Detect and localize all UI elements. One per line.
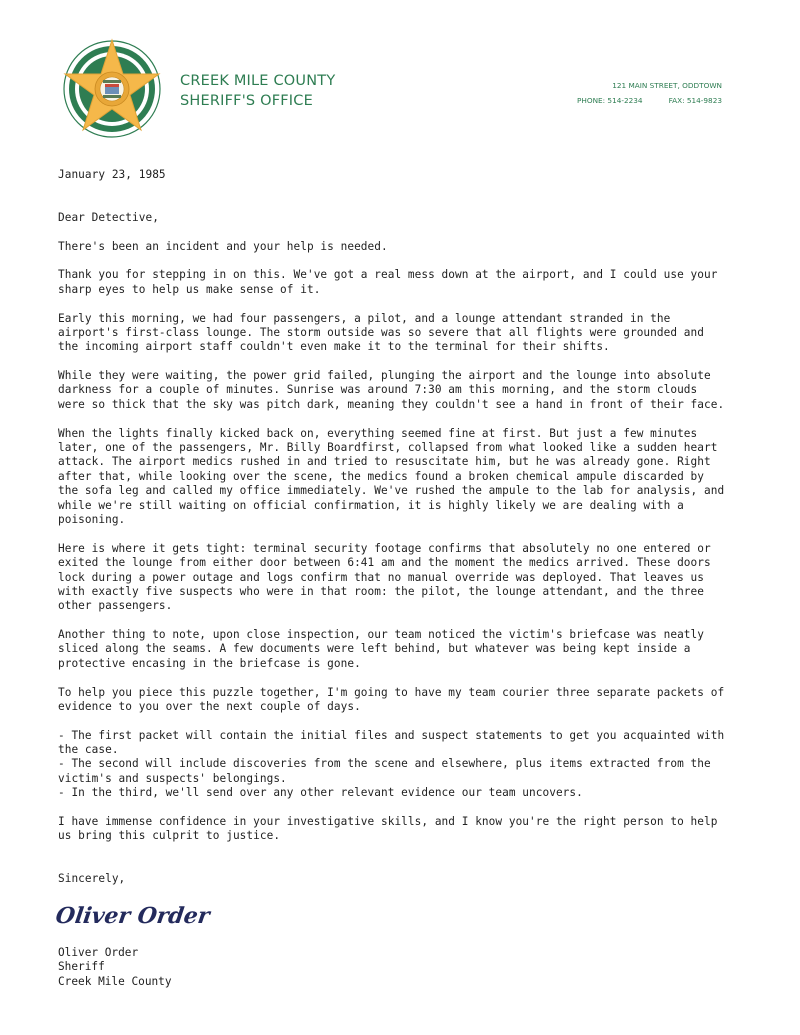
letter-salutation: Dear Detective, xyxy=(58,211,159,224)
signer-name: Oliver Order xyxy=(58,946,139,959)
letter-paragraph: I have immense confidence in your investigative skills, and I know you're the right person to help us bring this culprit to justice. xyxy=(58,814,718,843)
phone-fax-row xyxy=(577,93,722,108)
letter-paragraph: While they were waiting, the power grid failed, plunging the airport and the lounge into absolute darkness for a couple of minutes. Sunrise was around 7:30 am this morning, and the storm clouds were so thick that the sky was pitch dark, meaning they couldn't see a hand in front of their face. xyxy=(58,369,725,411)
letter-paragraph: Here is where it gets tight: terminal security footage confirms that absolutely no one entered or exited the lounge from either door between 6:41 am and the moment the medics arrived. These doors lock during a power outage and logs confirm that no manual override was deployed. That leaves us with exactly five suspects who were in that room: the pilot, the lounge attendant, and the three other passengers. xyxy=(58,541,711,613)
letter-body xyxy=(58,168,748,887)
office-fax: FAX: 514-9823 xyxy=(668,96,722,105)
signer-title: Sheriff xyxy=(58,960,105,974)
office-contact xyxy=(577,78,722,108)
signature-block xyxy=(58,946,172,989)
office-name-line1: CREEK MILE COUNTY xyxy=(180,73,336,89)
office-phone: PHONE: 514-2234 xyxy=(576,96,643,105)
packet-list: - The first packet will contain the initial files and suspect statements to get you acquainted with the case. - The second will include discoveries from the scene and elsewhere, plus items extracted from the victim's and suspects' belongings. - In the third, we'll send over any other relevant evidence our team uncovers. xyxy=(58,728,725,800)
letter-paragraph: Another thing to note, upon close inspection, our team noticed the victim's briefcase was neatly sliced along the seams. A few documents were left behind, but whatever was being kept inside a protective encasing in the briefcase is gone. xyxy=(58,628,704,670)
handwritten-signature xyxy=(54,894,212,934)
sheriff-star-badge-icon xyxy=(62,39,162,139)
letter-paragraph: Thank you for stepping in on this. We've got a real mess down at the airport, and I could use your sharp eyes to help us make sense of it. xyxy=(58,268,718,296)
office-address: 121 MAIN STREET, ODDTOWN xyxy=(612,81,722,90)
office-name-line2: SHERIFF'S OFFICE xyxy=(180,93,313,109)
signer-county: Creek Mile County xyxy=(58,974,172,988)
signature-text: Oliver Order xyxy=(54,903,212,929)
office-name xyxy=(180,71,335,111)
letter-date: January 23, 1985 xyxy=(58,168,166,181)
letter-paragraph: When the lights finally kicked back on, everything seemed fine at first. But just a few minutes later, one of the passengers, Mr. Billy Boardfirst, collapsed from what looked like a sudden heart attack. The airport medics rushed in and tried to resuscitate him, but he was already gone. Right after that, while looking over the scene, the medics found a broken chemical ampule discarded by the sofa leg and called my office immediately. We've rushed the ampule to the lab for analysis, and while we're still waiting on official confirmation, it is highly likely we are dealing with a poisoning. xyxy=(58,426,725,526)
letter-closing: Sincerely, xyxy=(58,872,126,886)
letter-paragraph: To help you piece this puzzle together, I'm going to have my team courier three separate packets of evidence to you over the next couple of days. xyxy=(58,685,725,713)
letter-paragraph: Early this morning, we had four passengers, a pilot, and a lounge attendant stranded in the airport's first-class lounge. The storm outside was so severe that all flights were grounded and the incoming airport staff couldn't even make it to the terminal for their shifts. xyxy=(58,311,704,354)
letter-paragraph: There's been an incident and your help is needed. xyxy=(58,239,388,253)
